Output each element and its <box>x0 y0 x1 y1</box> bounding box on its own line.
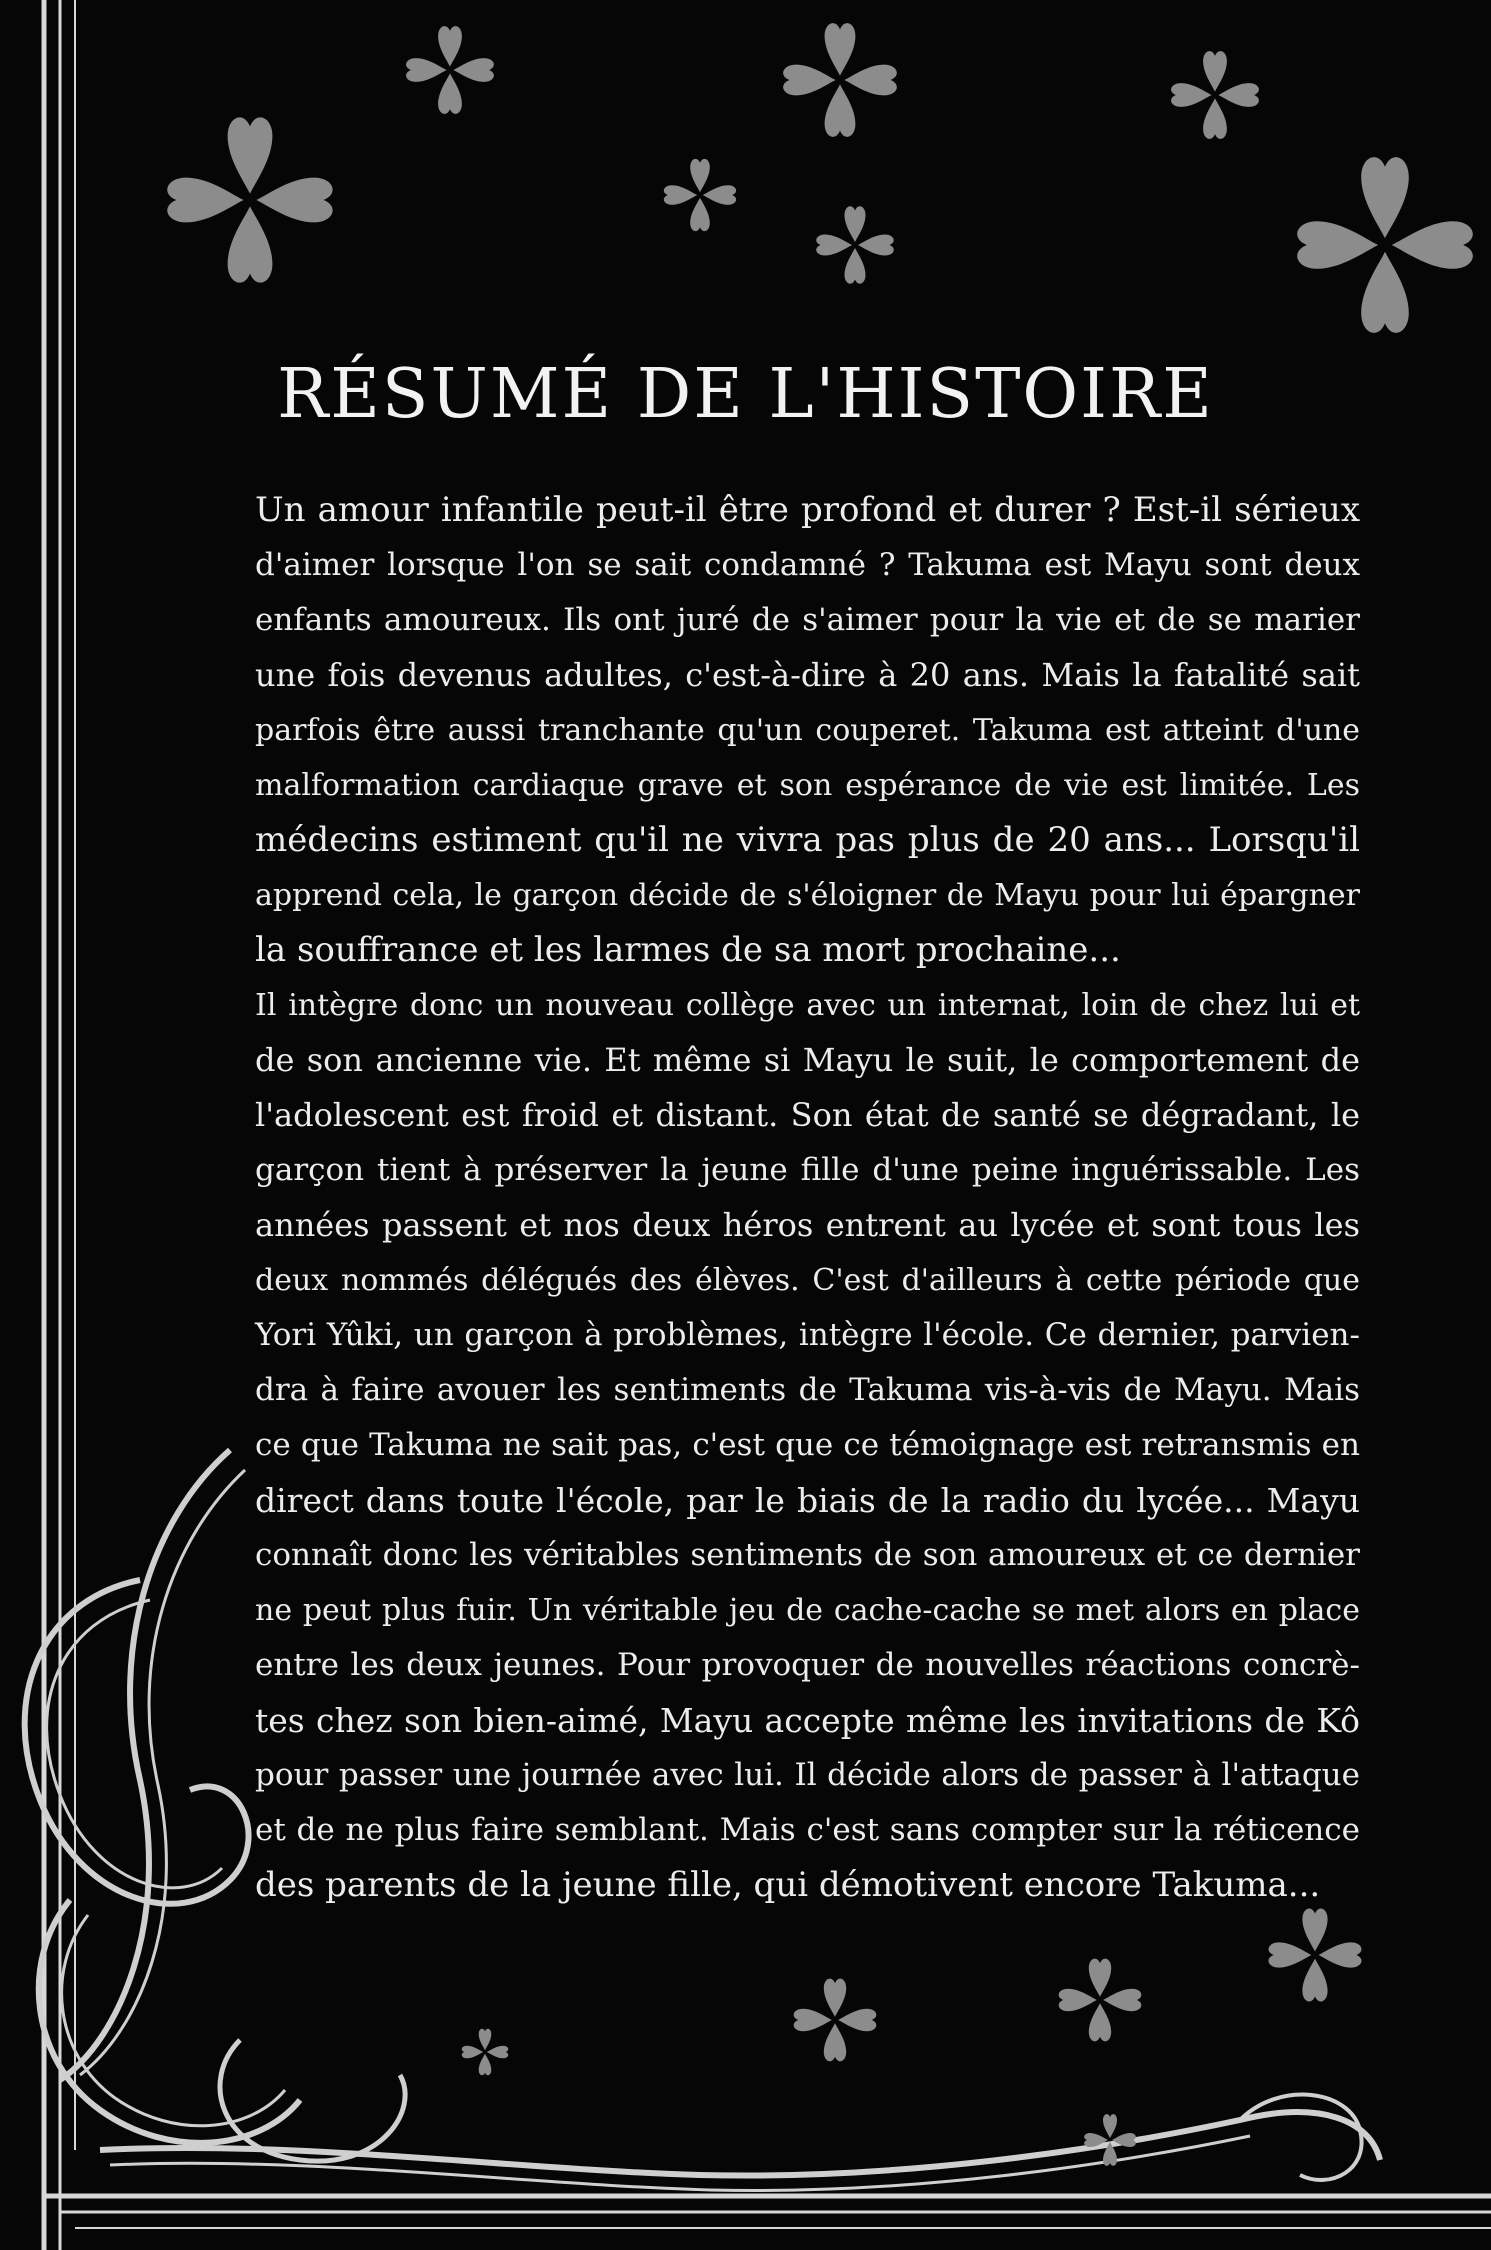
summary-line: direct dans toute l'école, par le biais de la radio du lycée... Mayu <box>255 1481 1360 1520</box>
summary-line: apprend cela, le garçon décide de s'éloigner de Mayu pour lui épargner <box>255 878 1360 913</box>
summary-line: enfants amoureux. Ils ont juré de s'aimer pour la vie et de se marier <box>255 602 1360 638</box>
summary-line: malformation cardiaque grave et son espérance de vie est limitée. Les <box>255 768 1360 803</box>
summary-line: pour passer une journée avec lui. Il décide alors de passer à l'attaque <box>255 1757 1360 1793</box>
summary-line: la souffrance et les larmes de sa mort prochaine... <box>255 930 1121 970</box>
summary-line: parfois être aussi tranchante qu'un couperet. Takuma est atteint d'une <box>255 713 1360 748</box>
summary-line: de son ancienne vie. Et même si Mayu le suit, le comportement de <box>255 1041 1360 1079</box>
summary-line: Un amour infantile peut-il être profond et durer ? Est-il sérieux <box>255 490 1360 530</box>
summary-line: entre les deux jeunes. Pour provoquer de nouvelles réactions concrè- <box>255 1647 1360 1683</box>
summary-line: tes chez son bien-aimé, Mayu accepte même les invitations de Kô <box>255 1701 1360 1740</box>
story-summary <box>255 483 1360 1913</box>
summary-line: des parents de la jeune fille, qui démotivent encore Takuma... <box>255 1865 1321 1905</box>
summary-line: connaît donc les véritables sentiments de son amoureux et ce dernier <box>255 1537 1360 1573</box>
summary-line: une fois devenus adultes, c'est-à-dire à 20 ans. Mais la fatalité sait <box>255 656 1360 694</box>
page-title: RÉSUMÉ DE L'HISTOIRE <box>277 355 1214 434</box>
summary-line: dra à faire avouer les sentiments de Takuma vis-à-vis de Mayu. Mais <box>255 1372 1360 1408</box>
summary-line: Il intègre donc un nouveau collège avec un internat, loin de chez lui et <box>255 988 1360 1023</box>
summary-line: garçon tient à préserver la jeune fille d'une peine inguérissable. Les <box>255 1152 1360 1188</box>
summary-line: années passent et nos deux héros entrent au lycée et sont tous les <box>255 1206 1360 1244</box>
summary-line: Yori Yûki, un garçon à problèmes, intègre l'école. Ce dernier, parvien- <box>255 1317 1360 1353</box>
summary-line: médecins estiment qu'il ne vivra pas plus de 20 ans... Lorsqu'il <box>255 820 1360 860</box>
summary-line: ce que Takuma ne sait pas, c'est que ce témoignage est retransmis en <box>255 1427 1360 1463</box>
summary-line: et de ne plus faire semblant. Mais c'est sans compter sur la réticence <box>255 1812 1360 1848</box>
summary-line: deux nommés délégués des élèves. C'est d'ailleurs à cette période que <box>255 1263 1360 1298</box>
summary-line: l'adolescent est froid et distant. Son état de santé se dégradant, le <box>255 1096 1360 1134</box>
summary-line: ne peut plus fuir. Un véritable jeu de cache-cache se met alors en place <box>255 1593 1360 1628</box>
summary-line: d'aimer lorsque l'on se sait condamné ? Takuma est Mayu sont deux <box>255 547 1360 583</box>
